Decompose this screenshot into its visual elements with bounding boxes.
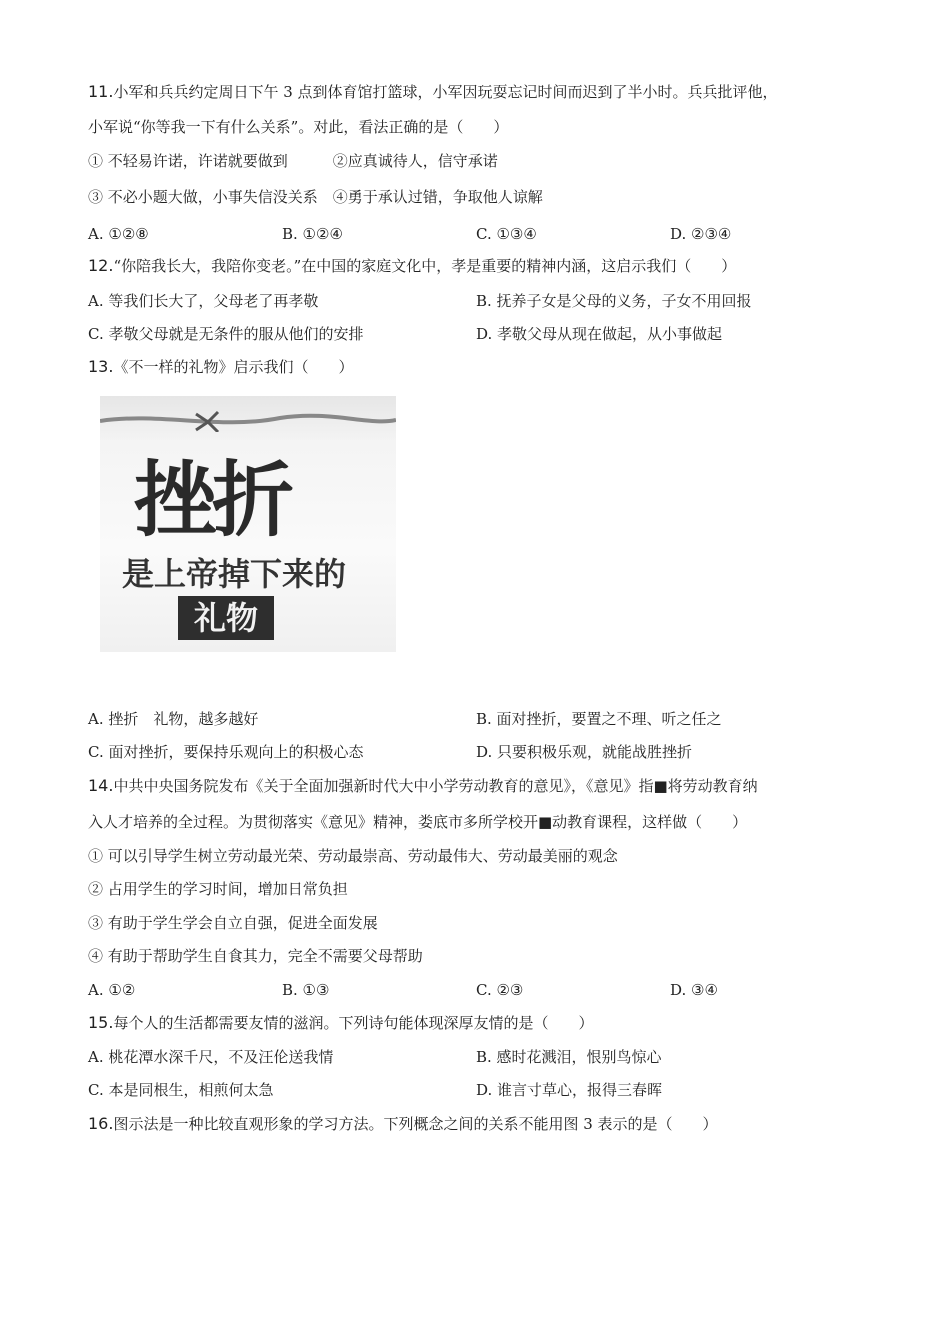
- q11-stem-line1: [88, 82, 778, 102]
- q14-stem-text1: 中共中央国务院发布《关于全面加强新时代大中小学劳动教育的意见》，《意见》指■将劳动教育纳: [113, 777, 758, 795]
- q13-number: 13.: [88, 357, 114, 376]
- q11-option-a: A. ①②⑧: [88, 225, 149, 243]
- q14-number: 14.: [88, 776, 114, 795]
- q14-statement-3: ③ 有助于学生学会自立自强，促进全面发展: [88, 914, 378, 932]
- q15-number: 15.: [88, 1013, 114, 1032]
- q14-statement-1: ① 可以引导学生树立劳动最光荣、劳动最崇高、劳动最伟大、劳动最美丽的观念: [88, 847, 618, 865]
- q15-option-b: B. 感时花溅泪，恨别鸟惊心: [476, 1048, 662, 1066]
- q14-option-c: C. ②③: [476, 981, 524, 999]
- q15-option-d: D. 谁言寸草心，报得三春晖: [476, 1081, 663, 1099]
- q11-option-c: C. ①③④: [476, 225, 537, 243]
- q11-statement-2: ③ 不必小题大做，小事失信没关系 ④勇于承认过错，争取他人谅解: [88, 188, 543, 206]
- q15-stem-text: 每个人的生活都需要友情的滋润。下列诗句能体现深厚友情的是（ ）: [113, 1014, 594, 1032]
- q14-stem-line2: 入人才培养的全过程。为贯彻落实《意见》精神，娄底市多所学校开■动教育课程，这样做（ ）: [88, 813, 748, 831]
- q15-stem: [88, 1013, 593, 1033]
- q16-stem-text: 图示法是一种比较直观形象的学习方法。下列概念之间的关系不能用图 3 表示的是（ ）: [113, 1115, 718, 1133]
- q12-number: 12.: [88, 256, 114, 275]
- q13-option-a: A. 挫折 礼物，越多越好: [88, 710, 259, 728]
- q14-statement-4: ④ 有助于帮助学生自食其力，完全不需要父母帮助: [88, 947, 423, 965]
- q16-number: 16.: [88, 1114, 114, 1133]
- q12-option-a: A. 等我们长大了，父母老了再孝敬: [88, 292, 319, 310]
- q11-stem-text1: 小军和兵兵约定周日下午 3 点到体育馆打篮球，小军因玩耍忘记时间而迟到了半小时。兵兵批评他，: [113, 83, 778, 101]
- q12-option-b: B. 抚养子女是父母的义务，子女不用回报: [476, 292, 752, 310]
- ribbon-icon: [100, 410, 396, 432]
- q15-option-c: C. 本是同根生，相煎何太急: [88, 1081, 274, 1099]
- q16-stem: [88, 1114, 718, 1134]
- q11-statement-1: ① 不轻易许诺，许诺就要做到 ②应真诚待人，信守承诺: [88, 152, 498, 170]
- q13-option-c: C. 面对挫折，要保持乐观向上的积极心态: [88, 743, 364, 761]
- q15-option-a: A. 桃花潭水深千尺，不及汪伦送我情: [88, 1048, 334, 1066]
- q12-option-c: C. 孝敬父母就是无条件的服从他们的安排: [88, 325, 364, 343]
- q12-option-d: D. 孝敬父母从现在做起，从小事做起: [476, 325, 723, 343]
- q14-statement-2: ② 占用学生的学习时间，增加日常负担: [88, 880, 348, 898]
- q14-option-d: D. ③④: [670, 981, 718, 999]
- q12-stem-text: “你陪我长大，我陪你变老。”在中国的家庭文化中，孝是重要的精神内涵，这启示我们（ ）: [113, 257, 737, 275]
- q13-option-b: B. 面对挫折，要置之不理、听之任之: [476, 710, 722, 728]
- q11-stem-line2: 小军说“你等我一下有什么关系”。对此，看法正确的是（ ）: [88, 118, 509, 136]
- illustration-title: 挫折: [134, 453, 291, 548]
- q11-number: 11.: [88, 82, 114, 101]
- illustration-subtitle: 是上帝掉下来的: [122, 555, 347, 593]
- q14-stem-line1: [88, 776, 758, 796]
- illustration-gift-label: 礼物: [178, 596, 274, 640]
- q13-stem: [88, 357, 353, 377]
- q14-option-b: B. ①③: [282, 981, 330, 999]
- q12-stem: [88, 256, 736, 276]
- q13-illustration: [100, 396, 396, 652]
- q13-stem-text: 《不一样的礼物》启示我们（ ）: [113, 358, 354, 376]
- q13-option-d: D. 只要积极乐观，就能战胜挫折: [476, 743, 693, 761]
- q11-option-d: D. ②③④: [670, 225, 732, 243]
- q11-option-b: B. ①②④: [282, 225, 343, 243]
- q14-option-a: A. ①②: [88, 981, 136, 999]
